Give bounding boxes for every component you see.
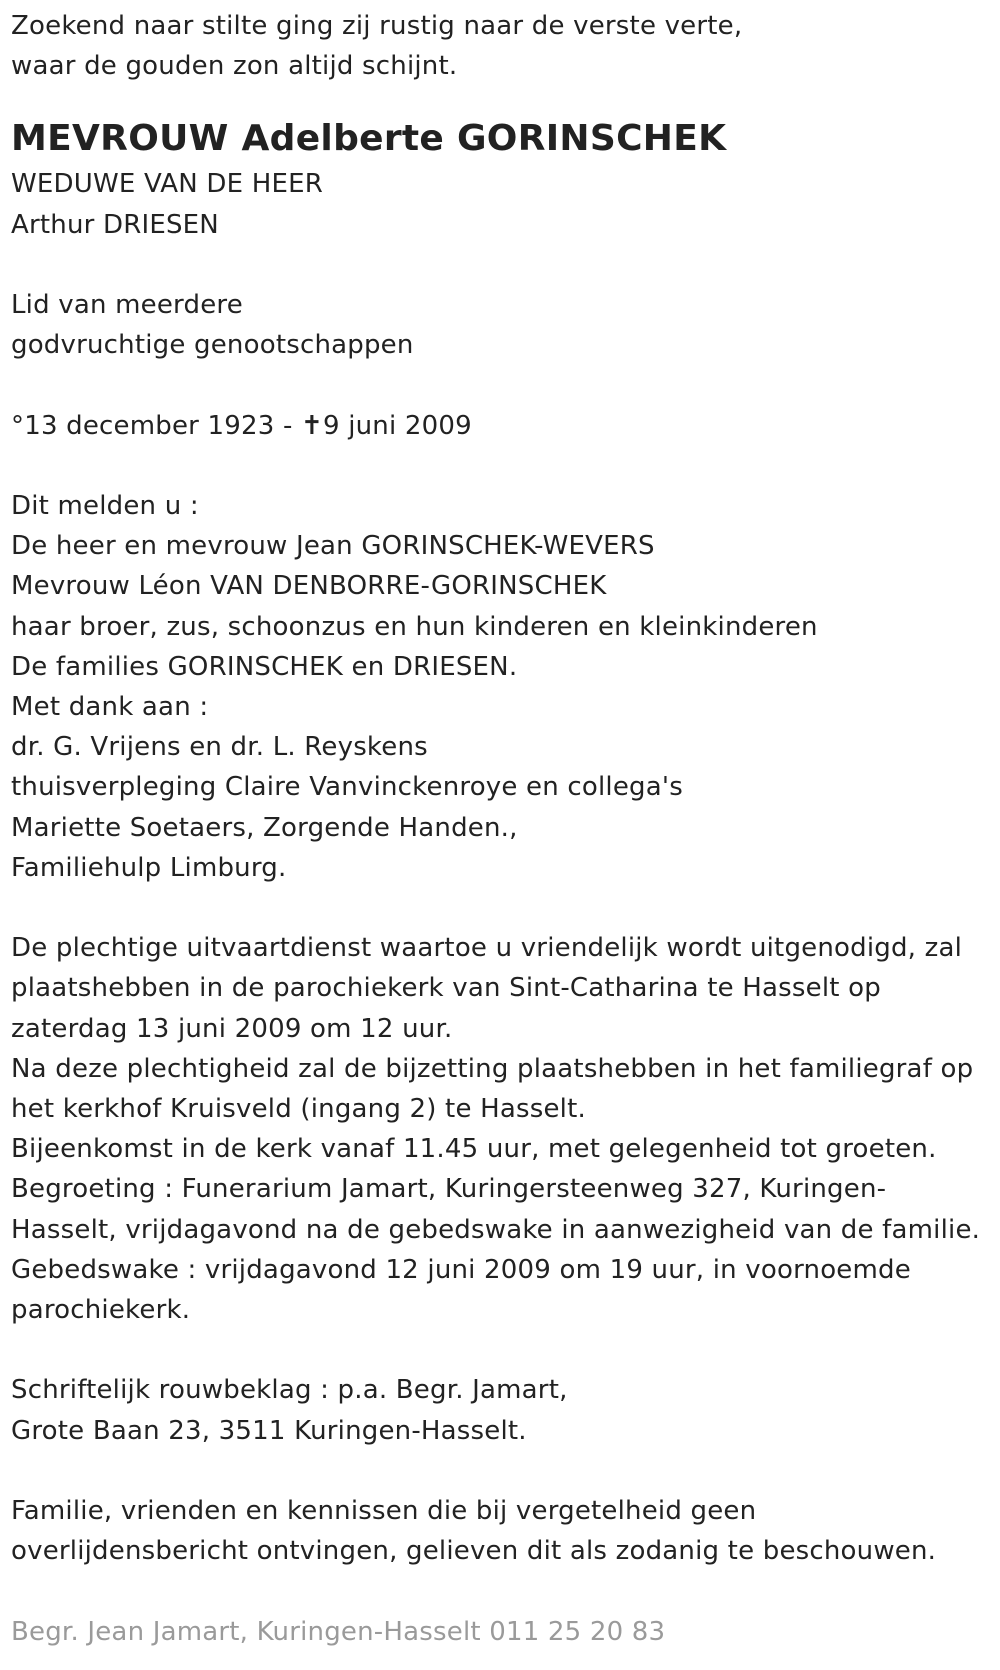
motto [11, 6, 991, 86]
membership-line: godvruchtige genootschappen [11, 330, 414, 361]
ceremony-line: het kerkhof Kruisveld (ingang 2) te Hasselt. [11, 1094, 586, 1125]
notice-line: overlijdensbericht ontvingen, gelieven dit als zodanig te beschouwen. [11, 1536, 937, 1567]
spouse-block [11, 164, 991, 244]
announcers-block [11, 486, 991, 888]
announcer-line: thuisverpleging Claire Vanvinckenroye en collega's [11, 772, 683, 803]
birth-death-dates: °13 december 1923 - ✝9 juni 2009 [11, 410, 472, 441]
ceremony-line: plaatshebben in de parochiekerk van Sint-Catharina te Hasselt op [11, 973, 881, 1004]
condolences-line: Grote Baan 23, 3511 Kuringen-Hasselt. [11, 1415, 527, 1446]
ceremony-line: Na deze plechtigheid zal de bijzetting plaatshebben in het familiegraf op [11, 1053, 974, 1084]
announcer-line: De families GORINSCHEK en DRIESEN. [11, 651, 518, 682]
spouse-line: Arthur DRIESEN [11, 209, 219, 240]
spouse-line: WEDUWE VAN DE HEER [11, 169, 323, 200]
ceremony-line: Hasselt, vrijdagavond na de gebedswake in aanwezigheid van de familie. [11, 1214, 981, 1245]
membership-block [11, 285, 991, 365]
ceremony-line: parochiekerk. [11, 1295, 191, 1326]
funeral-home-footer: Begr. Jean Jamart, Kuringen-Hasselt 011 25 20 83 [11, 1616, 666, 1647]
announcer-line: dr. G. Vrijens en dr. L. Reyskens [11, 732, 428, 763]
ceremony-line: zaterdag 13 juni 2009 om 12 uur. [11, 1013, 453, 1044]
membership-line: Lid van meerdere [11, 290, 243, 320]
condolences-line: Schriftelijk rouwbeklag : p.a. Begr. Jamart, [11, 1375, 568, 1406]
deceased-name: MEVROUW Adelberte GORINSCHEK [11, 118, 727, 160]
ceremony-block [11, 928, 991, 1330]
announcer-line: Met dank aan : [11, 692, 209, 722]
ceremony-line: Gebedswake : vrijdagavond 12 juni 2009 om 19 uur, in voornoemde [11, 1254, 911, 1285]
ceremony-line: Begroeting : Funerarium Jamart, Kuringersteenweg 327, Kuringen- [11, 1174, 887, 1205]
announcer-line: Familiehulp Limburg. [11, 852, 287, 883]
ceremony-line: De plechtige uitvaartdienst waartoe u vriendelijk wordt uitgenodigd, zal [11, 933, 963, 964]
announcer-line: haar broer, zus, schoonzus en hun kinderen en kleinkinderen [11, 611, 818, 642]
ceremony-line: Bijeenkomst in de kerk vanaf 11.45 uur, met gelegenheid tot groeten. [11, 1134, 937, 1165]
condolences-block [11, 1370, 991, 1450]
notice-block [11, 1491, 991, 1571]
announcer-line: De heer en mevrouw Jean GORINSCHEK-WEVERS [11, 531, 655, 562]
announcer-line: Mariette Soetaers, Zorgende Handen., [11, 812, 518, 843]
announcer-line: Dit melden u : [11, 490, 199, 521]
notice-line: Familie, vrienden en kennissen die bij vergetelheid geen [11, 1496, 757, 1527]
announcer-line: Mevrouw Léon VAN DENBORRE-GORINSCHEK [11, 571, 607, 602]
motto-line: Zoekend naar stilte ging zij rustig naar de verste verte, [11, 11, 743, 41]
motto-line: waar de gouden zon altijd schijnt. [11, 51, 458, 82]
obituary-notice [11, 6, 991, 1652]
